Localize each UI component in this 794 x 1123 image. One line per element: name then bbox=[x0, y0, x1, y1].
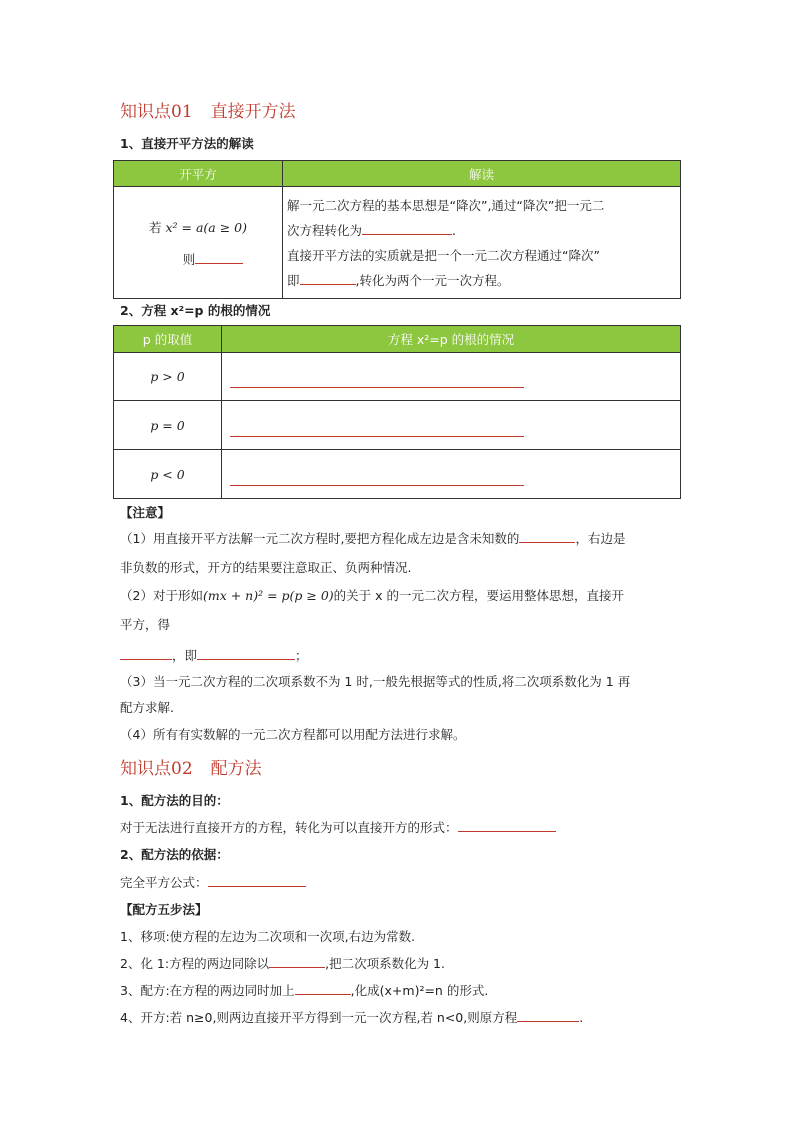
table-header-cell: 方程 x²=p 的根的情况 bbox=[222, 326, 681, 353]
then-label: 则 bbox=[182, 251, 196, 267]
answer-blank[interactable] bbox=[519, 542, 575, 543]
note-text: （2）对于形如 bbox=[120, 588, 203, 603]
section-name: 直接开方法 bbox=[210, 102, 296, 122]
step-2 bbox=[120, 954, 445, 972]
section-name: 配方法 bbox=[210, 759, 262, 779]
table-cell-answer bbox=[222, 401, 681, 450]
text-line: 即 bbox=[287, 272, 300, 288]
section-number: 知识点01 bbox=[120, 102, 193, 122]
table-direct-root bbox=[113, 160, 681, 299]
note-4: （4）所有有实数解的一元二次方程都可以用配方法进行求解。 bbox=[120, 727, 466, 742]
answer-blank[interactable] bbox=[195, 263, 243, 264]
table-cell bbox=[283, 187, 681, 299]
answer-blank[interactable] bbox=[517, 1021, 579, 1022]
step-1: 1、移项:使方程的左边为二次项和一次项,右边为常数. bbox=[120, 929, 416, 944]
note-text: ，即 bbox=[172, 648, 198, 663]
text-line: 次方程转化为 bbox=[287, 222, 363, 238]
note-text: （1）用直接开平方法解一元二次方程时,要把方程化成左边是含未知数的 bbox=[120, 531, 520, 546]
text-line-end: . bbox=[452, 222, 456, 238]
step-text: 3、配方:在方程的两边同时加上 bbox=[120, 983, 295, 998]
answer-line[interactable] bbox=[230, 436, 524, 437]
subsection-title-1: 1、直接开平方法的解读 bbox=[120, 136, 254, 151]
note-text: ； bbox=[295, 648, 308, 663]
answer-line[interactable] bbox=[230, 485, 524, 486]
formula: (mx + n)² = p(p ≥ 0) bbox=[202, 588, 334, 603]
table-cell-p-value: p > 0 bbox=[114, 353, 222, 401]
note-2-line2: 平方，得 bbox=[120, 617, 171, 632]
steps-title: 【配方五步法】 bbox=[120, 902, 208, 917]
table-header-cell: 解读 bbox=[283, 161, 681, 187]
step-text: ,把二次项系数化为 1. bbox=[325, 956, 445, 971]
note-3-line2: 配方求解. bbox=[120, 700, 174, 715]
section-number: 知识点02 bbox=[120, 759, 193, 779]
answer-blank[interactable] bbox=[269, 967, 325, 968]
step-text: ,化成(x+m)²=n 的形式. bbox=[350, 983, 489, 998]
note-1-line2: 非负数的形式，开方的结果要注意取正、负两种情况. bbox=[120, 560, 412, 575]
body-text: 完全平方公式： bbox=[120, 875, 208, 890]
note-3-line1: （3）当一元二次方程的二次项系数不为 1 时,一般先根据等式的性质,将二次项系数化为 1 再 bbox=[120, 674, 631, 689]
formula: x² = a(a ≥ 0) bbox=[165, 219, 247, 235]
answer-line[interactable] bbox=[230, 387, 524, 388]
note-text: 的关于 x 的一元二次方程，要运用整体思想，直接开 bbox=[333, 588, 625, 603]
note-title: 【注意】 bbox=[120, 505, 171, 520]
text-line: 直接开平方法的实质就是把一个一元二次方程通过“降次” bbox=[287, 247, 600, 263]
note-1-line1 bbox=[120, 529, 625, 547]
table-cell-p-value: p = 0 bbox=[114, 401, 222, 450]
step-3 bbox=[120, 981, 488, 999]
subsection-title-2: 2、方程 x²=p 的根的情况 bbox=[120, 303, 271, 318]
purpose-title: 1、配方法的目的： bbox=[120, 793, 229, 808]
answer-blank[interactable] bbox=[208, 886, 306, 887]
step-4 bbox=[120, 1008, 583, 1026]
text-line: 解一元二次方程的基本思想是“降次”,通过“降次”把一元二 bbox=[287, 197, 605, 213]
answer-blank[interactable] bbox=[197, 659, 295, 660]
table-cell bbox=[114, 187, 283, 299]
section-title-02 bbox=[120, 754, 262, 779]
if-label: 若 bbox=[148, 219, 162, 235]
table-cell-answer bbox=[222, 450, 681, 499]
answer-blank[interactable] bbox=[295, 994, 351, 995]
note-text: ，右边是 bbox=[575, 531, 626, 546]
body-text: 对于无法进行直接开方的方程，转化为可以直接开方的形式： bbox=[120, 820, 458, 835]
note-2-line3 bbox=[120, 646, 308, 664]
step-text: 4、开方:若 n≥0,则两边直接开平方得到一元一次方程,若 n<0,则原方程 bbox=[120, 1010, 518, 1025]
basis-title: 2、配方法的依据： bbox=[120, 847, 229, 862]
note-2-line1 bbox=[120, 586, 624, 604]
table-root-cases bbox=[113, 325, 681, 499]
purpose-text bbox=[120, 818, 556, 836]
step-text: 2、化 1:方程的两边同除以 bbox=[120, 956, 270, 971]
answer-blank[interactable] bbox=[458, 831, 556, 832]
answer-blank[interactable] bbox=[120, 659, 172, 660]
table-header-cell: p 的取值 bbox=[114, 326, 222, 353]
answer-blank[interactable] bbox=[362, 234, 452, 235]
text-line: ,转化为两个一元一次方程。 bbox=[355, 272, 510, 288]
answer-blank[interactable] bbox=[300, 284, 356, 285]
table-header-cell: 开平方 bbox=[114, 161, 283, 187]
basis-text bbox=[120, 873, 306, 891]
table-cell-answer bbox=[222, 353, 681, 401]
step-text: . bbox=[579, 1010, 584, 1025]
table-cell-p-value: p < 0 bbox=[114, 450, 222, 499]
section-title-01 bbox=[120, 97, 296, 122]
